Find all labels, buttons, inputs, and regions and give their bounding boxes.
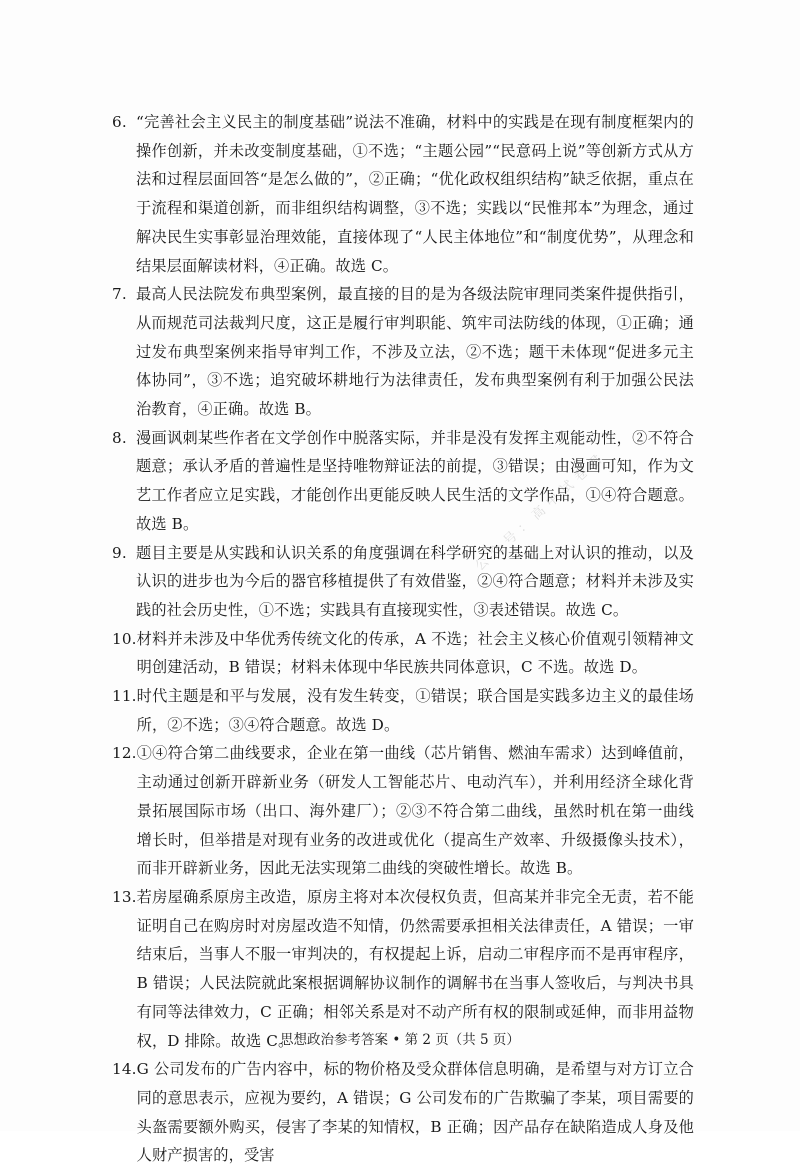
answer-item-8 (112, 424, 694, 539)
answer-item-7 (112, 280, 694, 424)
page-footer: 思想政治参考答案 • 第 2 页（共 5 页） (280, 1032, 520, 1048)
answer-item-14 (112, 1055, 694, 1170)
answer-number: 8. (112, 428, 127, 447)
answer-item-12 (112, 739, 694, 883)
answer-text: 题目主要是从实践和认识关系的角度强调在科学研究的基础上对认识的推动，以及认识的进步也为今后的器官移植提供了有效借鉴，②④符合题意；材料并未涉及实践的社会历史性，①不选；实践具有直接现实性，③表述错误。故选 C。 (136, 543, 694, 619)
answer-text: 若房屋确系原房主改造，原房主将对本次侵权负责，但高某并非完全无责，若不能证明自己在购房时对房屋改造不知情，仍然需要承担相关法律责任，A 错误；一审结束后，当事人不服一审判决的，有权提起上诉，启动二审程序而不是再审程序，B 错误；人民法院就此案根据调解协议制作的调解书在当事人签收后，与判决书具有同等法律效力，C 正确；相邻关系是对不动产所有权的限制或延伸，而非用益物权，D 排除。故选 C。 (136, 887, 694, 1050)
answer-text: ①④符合第二曲线要求，企业在第一曲线（芯片销售、燃油车需求）达到峰值前，主动通过创新开辟新业务（研发人工智能芯片、电动汽车），并利用经济全球化背景拓展国际市场（出口、海外建厂）；②③不符合第二曲线，虽然时机在第一曲线增长时，但举措是对现有业务的改进或优化（提高生产效率、升级摄像头技术），而非开辟新业务，因此无法实现第二曲线的突破性增长。故选 B。 (136, 744, 694, 878)
answer-text: 时代主题是和平与发展，没有发生转变，①错误；联合国是实践多边主义的最佳场所，②不选；③④符合题意。故选 D。 (136, 687, 694, 734)
answer-text: “完善社会主义民主的制度基础”说法不准确，材料中的实践是在现有制度框架内的操作创新，并未改变制度基础，①不选；“主题公园”“民意码上说”等创新方式从方法和过程层面回答“是怎么做的”，②正确；“优化政权组织结构”缺乏依据，重点在于流程和渠道创新，而非组织结构调整，③不选；实践以“民惟邦本”为理念，通过解决民生实事彰显治理效能，直接体现了“人民主体地位”和“制度优势”，从理念和结果层面解读材料，④正确。故选 C。 (136, 113, 694, 275)
watermark: 公众号：高中试卷君 (472, 448, 610, 575)
answer-item-10 (112, 625, 694, 682)
answer-number: 12. (112, 744, 137, 763)
answer-number: 6. (112, 113, 127, 131)
answer-number: 9. (112, 543, 127, 562)
answer-text: G 公司发布的广告内容中，标的物价格及受众群体信息明确，是希望与对方订立合同的意思表示，应视为要约，A 错误；G 公司发布的广告欺骗了李某，项目需要的头盔需要额外购买，侵害了李某的知情权，B 正确；因产品存在缺陷造成人身及他人财产损害的，受害 (136, 1060, 694, 1165)
answer-text: 材料并未涉及中华优秀传统文化的传承，A 不选；社会主义核心价值观引领精神文明创建活动，B 错误；材料未体现中华民族共同体意识，C 不选。故选 D。 (136, 629, 694, 677)
answer-item-11 (112, 682, 694, 739)
answer-number: 7. (112, 285, 127, 304)
answer-list (112, 108, 694, 1170)
answer-text: 最高人民法院发布典型案例，最直接的目的是为各级法院审理同类案件提供指引，从而规范司法裁判尺度，这正是履行审判职能、筑牢司法防线的体现，①正确；通过发布典型案例来指导审判工作，不涉及立法，②不选；题干未体现“促进多元主体协同”，③不选；追究破坏耕地行为法律责任，发布典型案例有利于加强公民法治教育，④正确。故选 B。 (136, 285, 694, 419)
answer-item-9 (112, 539, 694, 625)
answer-text: 漫画讽刺某些作者在文学创作中脱落实际，并非是没有发挥主观能动性，②不符合题意；承认矛盾的普遍性是坚持唯物辩证法的前提，③错误；由漫画可知，作为文艺工作者应立足实践，才能创作出更能反映人民生活的文学作品，①④符合题意。故选 B。 (136, 428, 694, 533)
answer-number: 13. (112, 887, 137, 906)
answer-number: 11. (112, 687, 137, 706)
answer-number: 10. (112, 629, 137, 648)
answer-item-6 (112, 108, 694, 280)
answer-number: 14. (112, 1060, 137, 1079)
